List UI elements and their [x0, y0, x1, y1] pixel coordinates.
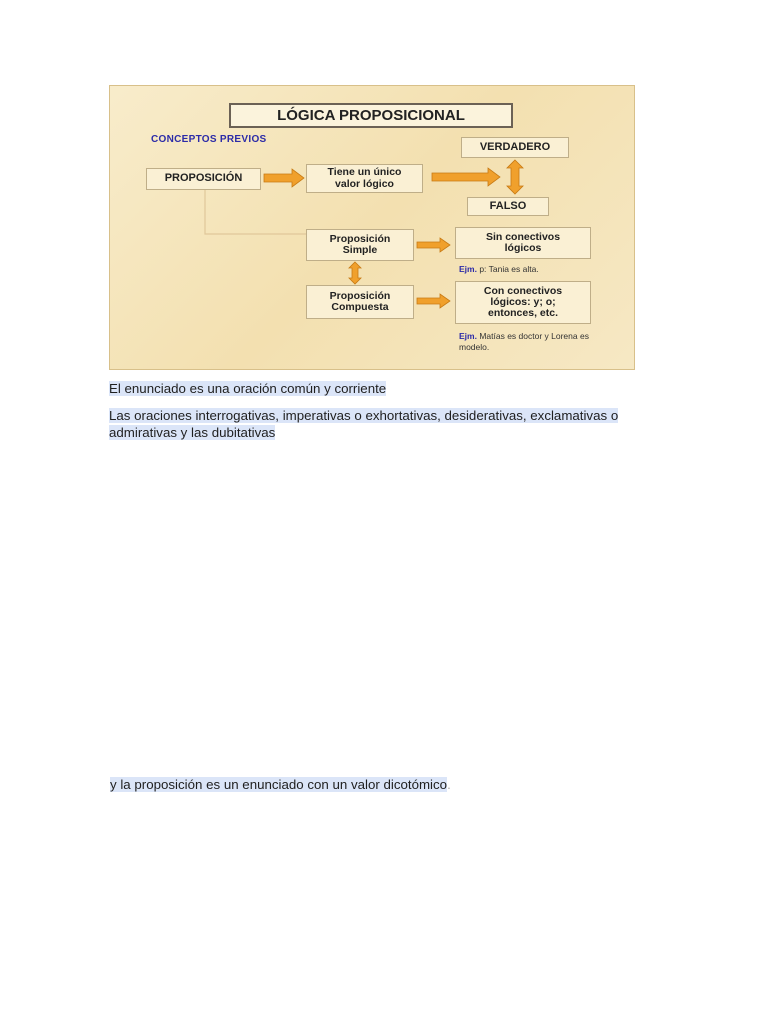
arrow-updown-icon	[507, 160, 523, 194]
verdadero-box: VERDADERO	[461, 137, 569, 158]
arrow-updown-icon	[349, 262, 361, 284]
paragraph-2	[109, 407, 669, 441]
con-line3: entonces, etc.	[487, 307, 559, 319]
con-line2: lógicos: y; o;	[490, 295, 556, 308]
proposicion-box: PROPOSICIÓN	[146, 168, 261, 190]
paragraph-3-text: y la proposición es un enunciado con un valor dicotómico	[110, 777, 448, 792]
simple-line2: Simple	[342, 244, 378, 256]
diagram-subtitle: CONCEPTOS PREVIOS	[151, 134, 267, 145]
arrow-right-icon	[432, 168, 500, 186]
sin-line1: Sin conectivos	[485, 230, 561, 243]
logica-proposicional-diagram	[109, 85, 635, 370]
paragraph-3	[110, 776, 451, 793]
arrow-right-icon	[417, 294, 450, 308]
con-line1: Con conectivos	[483, 284, 563, 297]
connector-line	[205, 190, 306, 234]
arrow-right-icon	[264, 169, 304, 187]
tiene-line1: Tiene un único	[327, 166, 402, 179]
ejm-label: Ejm.	[459, 331, 477, 341]
proposicion-compuesta-box	[306, 285, 414, 319]
sin-conectivos-box	[455, 227, 591, 259]
con-conectivos-box	[455, 281, 591, 324]
compuesta-line1: Proposición	[329, 289, 391, 302]
paragraph-3-period: .	[447, 777, 451, 792]
proposicion-simple-box	[306, 229, 414, 261]
ejemplo-compuesta	[459, 331, 619, 352]
simple-line1: Proposición	[329, 232, 391, 245]
paragraph-2-text: Las oraciones interrogativas, imperativas o exhortativas, desiderativas, exclamativas o admirativas y las dubitativas	[109, 408, 619, 440]
compuesta-line2: Compuesta	[331, 301, 389, 313]
ejm1-text: p: Tania es alta.	[479, 264, 539, 274]
tiene-line2: valor lógico	[335, 177, 394, 190]
ejemplo-simple	[459, 264, 539, 275]
ejm-label: Ejm.	[459, 264, 477, 274]
sin-line2: lógicos	[504, 242, 542, 254]
paragraph-1-text: El enunciado es una oración común y corriente	[109, 381, 387, 396]
tiene-valor-box	[306, 164, 423, 193]
paragraph-1	[109, 380, 386, 397]
diagram-title: LÓGICA PROPOSICIONAL	[229, 103, 513, 128]
falso-box: FALSO	[467, 197, 549, 216]
arrow-right-icon	[417, 238, 450, 252]
ejm2-text: Matías es doctor y Lorena es modelo.	[459, 331, 589, 352]
